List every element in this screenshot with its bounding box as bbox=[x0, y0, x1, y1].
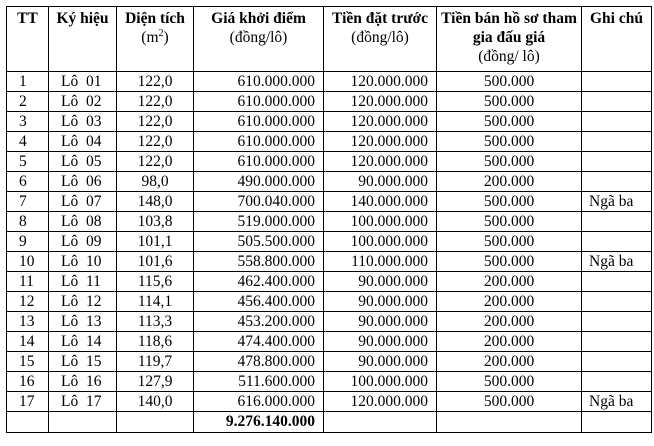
cell-fee: 500.000 bbox=[437, 232, 582, 252]
cell-note bbox=[582, 372, 652, 392]
total-empty-cell bbox=[437, 412, 582, 433]
table-row bbox=[7, 192, 652, 212]
cell-price: 505.500.000 bbox=[194, 232, 324, 252]
cell-fee: 500.000 bbox=[437, 212, 582, 232]
cell-lot: Lô 05 bbox=[49, 152, 117, 172]
cell-tt: 16 bbox=[7, 372, 49, 392]
table-body bbox=[7, 72, 652, 412]
cell-lot: Lô 08 bbox=[49, 212, 117, 232]
table-row bbox=[7, 232, 652, 252]
cell-deposit: 120.000.000 bbox=[324, 132, 437, 152]
cell-note bbox=[582, 92, 652, 112]
cell-price: 462.400.000 bbox=[194, 272, 324, 292]
cell-deposit: 120.000.000 bbox=[324, 152, 437, 172]
cell-tt: 13 bbox=[7, 312, 49, 332]
cell-fee: 500.000 bbox=[437, 252, 582, 272]
cell-tt: 2 bbox=[7, 92, 49, 112]
cell-lot: Lô 09 bbox=[49, 232, 117, 252]
cell-lot: Lô 16 bbox=[49, 372, 117, 392]
cell-note: Ngã ba bbox=[582, 392, 652, 412]
cell-tt: 6 bbox=[7, 172, 49, 192]
cell-area: 98,0 bbox=[117, 172, 194, 192]
cell-deposit: 90.000.000 bbox=[324, 172, 437, 192]
table-row bbox=[7, 272, 652, 292]
cell-lot: Lô 01 bbox=[49, 72, 117, 92]
cell-deposit: 100.000.000 bbox=[324, 232, 437, 252]
auction-lot-table-container bbox=[6, 6, 652, 433]
cell-tt: 4 bbox=[7, 132, 49, 152]
total-empty-cell bbox=[49, 412, 117, 433]
cell-price: 474.400.000 bbox=[194, 332, 324, 352]
cell-price: 456.400.000 bbox=[194, 292, 324, 312]
table-row bbox=[7, 92, 652, 112]
cell-note bbox=[582, 72, 652, 92]
cell-area: 122,0 bbox=[117, 112, 194, 132]
cell-note bbox=[582, 332, 652, 352]
cell-price: 478.800.000 bbox=[194, 352, 324, 372]
cell-price: 490.000.000 bbox=[194, 172, 324, 192]
cell-fee: 500.000 bbox=[437, 92, 582, 112]
header-ky-hieu: Ký hiệu bbox=[49, 7, 117, 72]
cell-lot: Lô 13 bbox=[49, 312, 117, 332]
cell-deposit: 100.000.000 bbox=[324, 212, 437, 232]
cell-note bbox=[582, 132, 652, 152]
table-row bbox=[7, 72, 652, 92]
cell-lot: Lô 15 bbox=[49, 352, 117, 372]
table-row bbox=[7, 392, 652, 412]
table-row bbox=[7, 172, 652, 192]
table-row bbox=[7, 112, 652, 132]
cell-area: 127,9 bbox=[117, 372, 194, 392]
cell-note bbox=[582, 272, 652, 292]
cell-price: 519.000.000 bbox=[194, 212, 324, 232]
cell-deposit: 100.000.000 bbox=[324, 372, 437, 392]
cell-tt: 8 bbox=[7, 212, 49, 232]
cell-note bbox=[582, 232, 652, 252]
cell-area: 115,6 bbox=[117, 272, 194, 292]
cell-lot: Lô 17 bbox=[49, 392, 117, 412]
table-row bbox=[7, 212, 652, 232]
table-row bbox=[7, 252, 652, 272]
header-tt: TT bbox=[7, 7, 49, 72]
cell-fee: 200.000 bbox=[437, 172, 582, 192]
cell-tt: 11 bbox=[7, 272, 49, 292]
table-row bbox=[7, 372, 652, 392]
auction-lot-table bbox=[6, 6, 652, 433]
cell-fee: 200.000 bbox=[437, 332, 582, 352]
header-gia-khoi-diem: Giá khởi điểm (đồng/lô) bbox=[194, 7, 324, 72]
header-dien-tich: Diện tích $(m^2)$ bbox=[117, 7, 194, 72]
table-row bbox=[7, 332, 652, 352]
table-row bbox=[7, 132, 652, 152]
cell-note bbox=[582, 352, 652, 372]
cell-fee: 500.000 bbox=[437, 112, 582, 132]
cell-deposit: 120.000.000 bbox=[324, 112, 437, 132]
table-row bbox=[7, 312, 652, 332]
cell-lot: Lô 07 bbox=[49, 192, 117, 212]
cell-note bbox=[582, 152, 652, 172]
cell-deposit: 120.000.000 bbox=[324, 92, 437, 112]
cell-deposit: 90.000.000 bbox=[324, 332, 437, 352]
cell-tt: 10 bbox=[7, 252, 49, 272]
cell-lot: Lô 14 bbox=[49, 332, 117, 352]
cell-price: 453.200.000 bbox=[194, 312, 324, 332]
cell-area: 113,3 bbox=[117, 312, 194, 332]
cell-area: 122,0 bbox=[117, 72, 194, 92]
cell-lot: Lô 03 bbox=[49, 112, 117, 132]
header-tien-ban-ho-so: Tiền bán hồ sơ tham gia đấu giá (đồng/ lô) bbox=[437, 7, 582, 72]
cell-note bbox=[582, 292, 652, 312]
cell-fee: 200.000 bbox=[437, 312, 582, 332]
cell-tt: 15 bbox=[7, 352, 49, 372]
total-empty-cell bbox=[324, 412, 437, 433]
cell-price: 610.000.000 bbox=[194, 112, 324, 132]
cell-area: 101,1 bbox=[117, 232, 194, 252]
cell-note: Ngã ba bbox=[582, 252, 652, 272]
table-row bbox=[7, 352, 652, 372]
cell-deposit: 90.000.000 bbox=[324, 352, 437, 372]
cell-price: 558.800.000 bbox=[194, 252, 324, 272]
cell-deposit: 120.000.000 bbox=[324, 72, 437, 92]
cell-area: 119,7 bbox=[117, 352, 194, 372]
total-price-cell: 9.276.140.000 bbox=[194, 412, 324, 433]
header-tien-dat-truoc-unit: (đồng/lô) bbox=[351, 29, 409, 46]
cell-fee: 500.000 bbox=[437, 132, 582, 152]
cell-lot: Lô 10 bbox=[49, 252, 117, 272]
cell-fee: 200.000 bbox=[437, 272, 582, 292]
cell-area: 101,6 bbox=[117, 252, 194, 272]
cell-deposit: 110.000.000 bbox=[324, 252, 437, 272]
cell-tt: 7 bbox=[7, 192, 49, 212]
cell-tt: 1 bbox=[7, 72, 49, 92]
cell-tt: 14 bbox=[7, 332, 49, 352]
cell-price: 610.000.000 bbox=[194, 152, 324, 172]
cell-deposit: 90.000.000 bbox=[324, 312, 437, 332]
cell-note bbox=[582, 312, 652, 332]
cell-note: Ngã ba bbox=[582, 192, 652, 212]
cell-fee: 200.000 bbox=[437, 292, 582, 312]
header-tien-dat-truoc: Tiền đặt trước (đồng/lô) bbox=[324, 7, 437, 72]
total-empty-cell bbox=[582, 412, 652, 433]
cell-area: 103,8 bbox=[117, 212, 194, 232]
cell-fee: 500.000 bbox=[437, 72, 582, 92]
table-row bbox=[7, 292, 652, 312]
total-row bbox=[7, 412, 652, 433]
table-header-row bbox=[7, 7, 652, 72]
cell-fee: 500.000 bbox=[437, 192, 582, 212]
cell-price: 610.000.000 bbox=[194, 132, 324, 152]
cell-fee: 500.000 bbox=[437, 392, 582, 412]
total-empty-cell bbox=[7, 412, 49, 433]
cell-lot: Lô 04 bbox=[49, 132, 117, 152]
cell-area: 114,1 bbox=[117, 292, 194, 312]
cell-price: 610.000.000 bbox=[194, 92, 324, 112]
header-ghi-chu: Ghi chú bbox=[582, 7, 652, 72]
cell-lot: Lô 12 bbox=[49, 292, 117, 312]
total-empty-cell bbox=[117, 412, 194, 433]
cell-fee: 500.000 bbox=[437, 372, 582, 392]
cell-price: 616.000.000 bbox=[194, 392, 324, 412]
cell-price: 700.040.000 bbox=[194, 192, 324, 212]
cell-note bbox=[582, 112, 652, 132]
cell-fee: 200.000 bbox=[437, 352, 582, 372]
cell-area: 140,0 bbox=[117, 392, 194, 412]
cell-area: 118,6 bbox=[117, 332, 194, 352]
cell-note bbox=[582, 172, 652, 192]
cell-deposit: 90.000.000 bbox=[324, 272, 437, 292]
cell-note bbox=[582, 212, 652, 232]
cell-tt: 17 bbox=[7, 392, 49, 412]
cell-price: 511.600.000 bbox=[194, 372, 324, 392]
cell-deposit: 90.000.000 bbox=[324, 292, 437, 312]
header-dien-tich-unit: $(m^2)$ bbox=[141, 27, 169, 46]
cell-lot: Lô 06 bbox=[49, 172, 117, 192]
table-row bbox=[7, 152, 652, 172]
cell-lot: Lô 02 bbox=[49, 92, 117, 112]
cell-tt: 3 bbox=[7, 112, 49, 132]
cell-tt: 5 bbox=[7, 152, 49, 172]
cell-tt: 12 bbox=[7, 292, 49, 312]
header-gia-khoi-diem-unit: (đồng/lô) bbox=[229, 29, 288, 46]
header-tien-ban-ho-so-unit: (đồng/ lô) bbox=[478, 48, 540, 65]
cell-price: 610.000.000 bbox=[194, 72, 324, 92]
cell-area: 122,0 bbox=[117, 92, 194, 112]
cell-lot: Lô 11 bbox=[49, 272, 117, 292]
cell-area: 122,0 bbox=[117, 132, 194, 152]
cell-area: 122,0 bbox=[117, 152, 194, 172]
cell-fee: 500.000 bbox=[437, 152, 582, 172]
cell-deposit: 140.000.000 bbox=[324, 192, 437, 212]
cell-deposit: 120.000.000 bbox=[324, 392, 437, 412]
cell-tt: 9 bbox=[7, 232, 49, 252]
cell-area: 148,0 bbox=[117, 192, 194, 212]
